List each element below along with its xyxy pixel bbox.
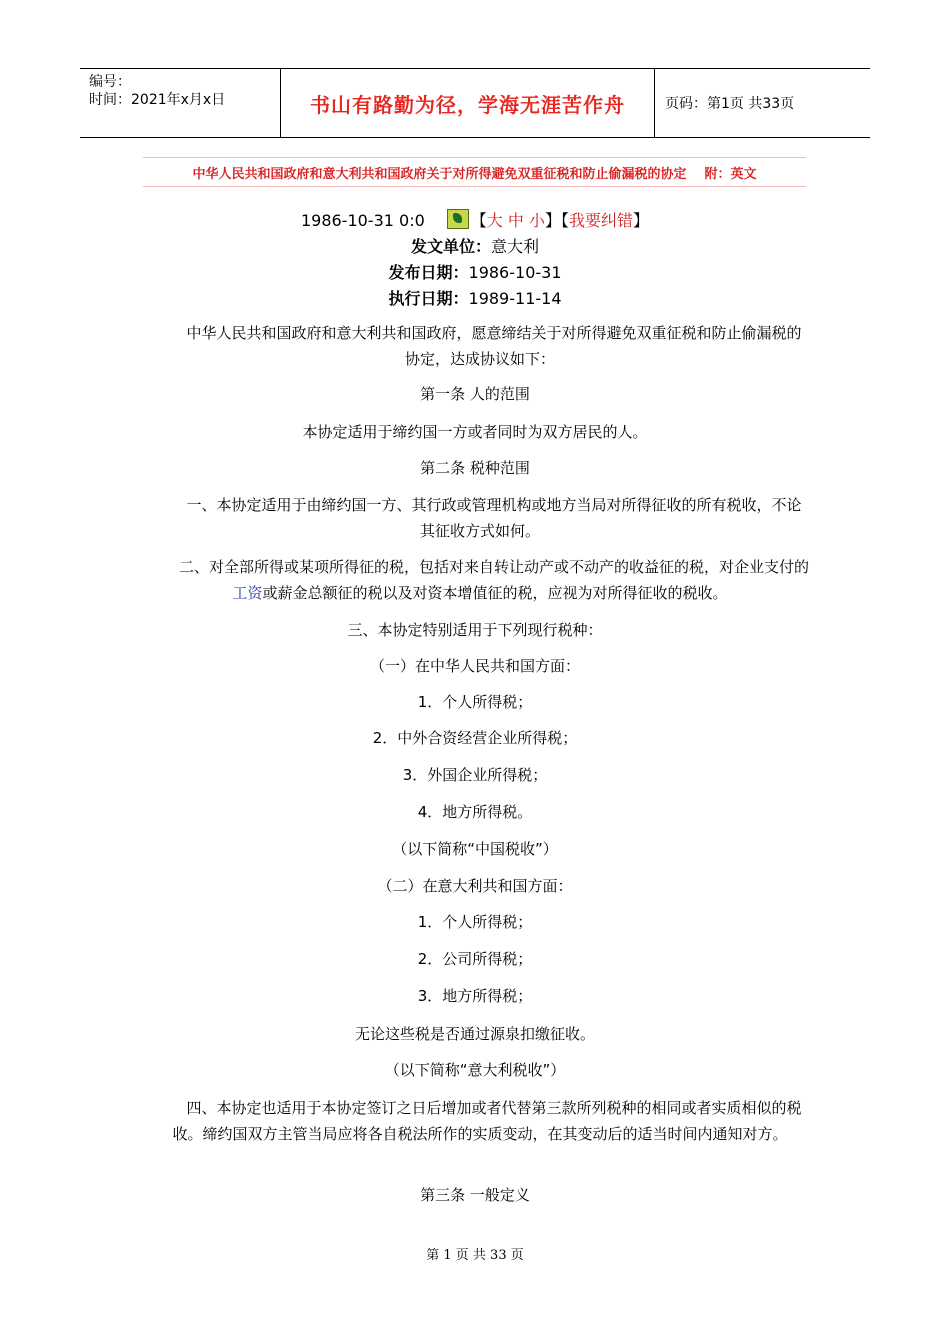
article-2-paragraph-3: 三、本协定特别适用于下列现行税种： [347, 621, 603, 639]
article-2-paragraph-4: 四、本协定也适用于本协定签订之日后增加或者代替第三款所列税种的相同或者实质相似的税收。缔约国双方主管当局应将各自税法所作的实质变动，在其变动后的适当时间内通知对方。 [172, 1099, 802, 1143]
issuer-line [0, 234, 950, 257]
font-size-links[interactable]: 大 中 小 [486, 211, 545, 230]
report-error-link[interactable]: 我要纠错 [569, 211, 634, 230]
italy-abbreviation: （以下简称“意大利税收”） [384, 1061, 566, 1079]
publish-date-line [0, 260, 950, 283]
article-1-title: 第一条 人的范围 [420, 385, 530, 403]
time-label: 时间：2021年x月x日 [89, 92, 226, 108]
header-page-label: 页码：第1页 共33页 [665, 96, 795, 112]
china-heading: （一）在中华人民共和国方面： [369, 657, 580, 675]
china-item: 1．个人所得税； [417, 693, 533, 711]
effective-date: 1989-11-14 [468, 289, 562, 308]
effective-date-line [0, 286, 950, 309]
document-header [80, 68, 870, 138]
effective-label: 执行日期： [388, 289, 469, 308]
china-item: 4．地方所得税。 [417, 803, 533, 821]
speaker-icon[interactable] [447, 209, 469, 229]
article-2-title: 第二条 税种范围 [420, 459, 530, 477]
article-2-paragraph-2: 二、对全部所得或某项所得征的税，包括对来自转让动产或不动产的收益征的税，对企业支付的工资或薪金总额征的税以及对资本增值征的税，应视为对所得征收的税收。 [178, 558, 809, 602]
italy-item: 3．地方所得税； [417, 987, 533, 1005]
issuer-label: 发文单位： [410, 237, 491, 256]
china-abbreviation: （以下简称“中国税收”） [392, 840, 558, 858]
intro-paragraph: 中华人民共和国政府和意大利共和国政府，愿意缔结关于对所得避免双重征税和防止偷漏税的协定，达成协议如下： [186, 324, 802, 368]
title-main: 中华人民共和国政府和意大利共和国政府关于对所得避免双重征税和防止偷漏税的协定 [192, 166, 687, 182]
publish-date: 1986-10-31 [468, 263, 562, 282]
china-item: 3．外国企业所得税； [402, 766, 548, 784]
italy-item: 2．公司所得税； [417, 950, 533, 968]
china-item: 2．中外合资经营企业所得税； [372, 729, 578, 747]
timestamp: 1986-10-31 0:0 [300, 211, 425, 230]
header-motto: 书山有路勤为径，学海无涯苦作舟 [281, 69, 655, 137]
page-footer: 第 1 页 共 33 页 [426, 1248, 524, 1263]
wage-link[interactable]: 工资 [232, 584, 263, 602]
italy-item: 1．个人所得税； [417, 913, 533, 931]
number-label: 编号： [89, 74, 131, 90]
meta-timestamp-line: 1986-10-31 0:0 【大 中 小】【我要纠错】 [300, 211, 650, 230]
italy-heading: （二）在意大利共和国方面： [377, 877, 573, 895]
title-suffix: 附：英文 [704, 166, 757, 182]
article-3-title: 第三条 一般定义 [420, 1186, 530, 1204]
issuer-value: 意大利 [491, 237, 540, 256]
publish-label: 发布日期： [388, 263, 469, 282]
document-title [143, 157, 806, 187]
article-1-text: 本协定适用于缔约国一方或者同时为双方居民的人。 [302, 423, 648, 441]
article-2-paragraph-1: 一、本协定适用于由缔约国一方、其行政或管理机构或地方当局对所得征收的所有税收，不论其征收方式如何。 [186, 496, 802, 540]
italy-note: 无论这些税是否通过源泉扣缴征收。 [354, 1025, 595, 1043]
header-info-cell [80, 69, 281, 137]
